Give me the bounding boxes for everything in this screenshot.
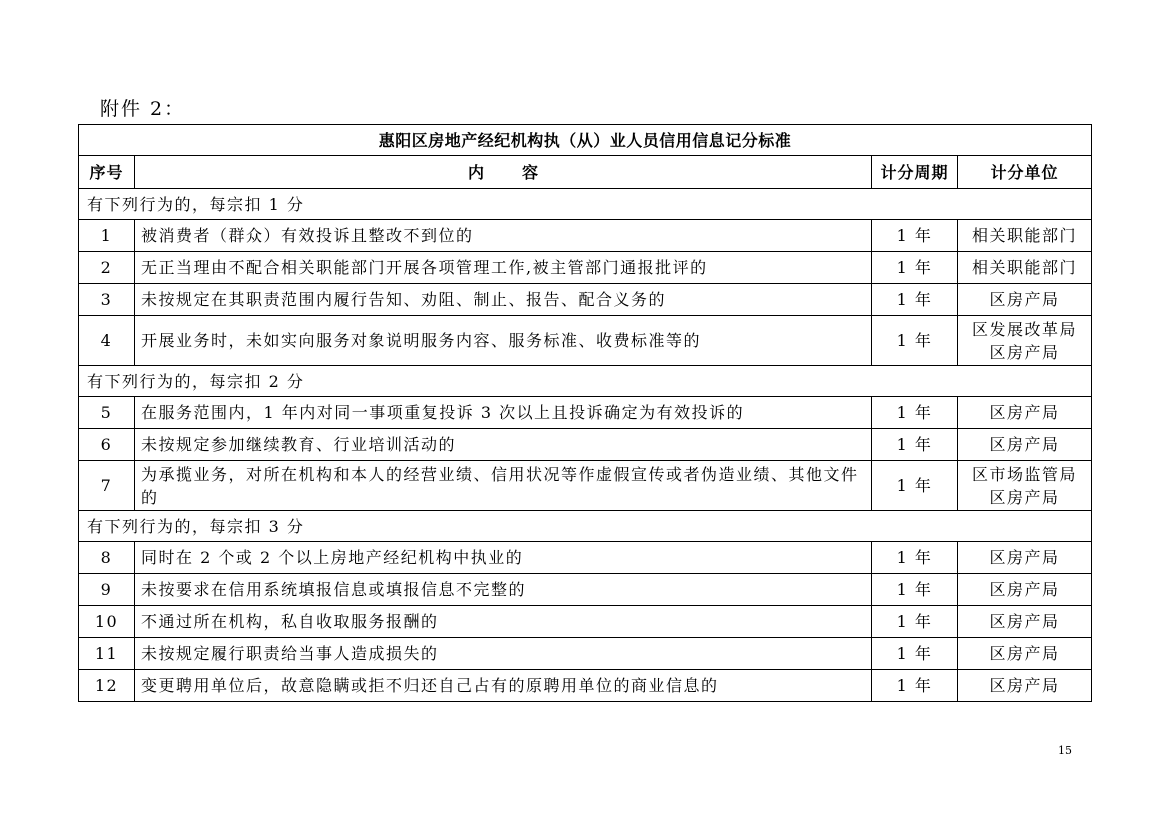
table-row	[79, 542, 1092, 574]
row-content: 未按规定参加继续教育、行业培训活动的	[135, 429, 872, 461]
row-period: 1 年	[872, 252, 958, 284]
row-unit	[958, 397, 1092, 429]
row-content: 未按规定履行职责给当事人造成损失的	[135, 638, 872, 670]
row-number: 6	[79, 429, 135, 461]
row-unit	[958, 542, 1092, 574]
table-row	[79, 670, 1092, 702]
table-row	[79, 429, 1092, 461]
row-unit-line: 相关职能部门	[972, 258, 1078, 277]
row-unit-line: 区房产局	[989, 548, 1060, 567]
row-unit	[958, 252, 1092, 284]
row-number: 1	[79, 220, 135, 252]
row-content: 开展业务时，未如实向服务对象说明服务内容、服务标准、收费标准等的	[135, 316, 872, 366]
header-unit: 计分单位	[958, 156, 1092, 189]
row-unit-line: 区房产局	[989, 435, 1060, 454]
row-period: 1 年	[872, 670, 958, 702]
row-period: 1 年	[872, 284, 958, 316]
row-number: 7	[79, 461, 135, 511]
row-period: 1 年	[872, 461, 958, 511]
group-label: 有下列行为的，每宗扣 3 分	[79, 511, 1092, 542]
row-period: 1 年	[872, 606, 958, 638]
row-unit	[958, 316, 1092, 366]
row-content: 不通过所在机构，私自收取服务报酬的	[135, 606, 872, 638]
row-number: 12	[79, 670, 135, 702]
row-unit-line: 区房产局	[989, 290, 1060, 309]
row-unit-line: 区房产局	[989, 342, 1060, 362]
credit-score-table	[78, 124, 1092, 702]
row-unit-line: 区房产局	[989, 487, 1060, 507]
row-unit	[958, 461, 1092, 511]
table-header-row	[79, 156, 1092, 189]
table-row	[79, 606, 1092, 638]
table-row	[79, 397, 1092, 429]
table-row	[79, 461, 1092, 511]
row-number: 2	[79, 252, 135, 284]
row-period: 1 年	[872, 429, 958, 461]
header-period: 计分周期	[872, 156, 958, 189]
row-number: 8	[79, 542, 135, 574]
row-period: 1 年	[872, 574, 958, 606]
row-unit-line: 区市场监管局	[972, 464, 1078, 484]
row-content: 未按规定在其职责范围内履行告知、劝阻、制止、报告、配合义务的	[135, 284, 872, 316]
group-row	[79, 511, 1092, 542]
row-period: 1 年	[872, 638, 958, 670]
page-number: 15	[1058, 744, 1072, 757]
table-row	[79, 316, 1092, 366]
row-content: 被消费者（群众）有效投诉且整改不到位的	[135, 220, 872, 252]
row-content: 变更聘用单位后，故意隐瞒或拒不归还自己占有的原聘用单位的商业信息的	[135, 670, 872, 702]
header-no: 序号	[79, 156, 135, 189]
table-title-row	[79, 125, 1092, 156]
table-row	[79, 638, 1092, 670]
attachment-label: 附件 2：	[100, 98, 186, 120]
table-body	[79, 125, 1092, 702]
row-period: 1 年	[872, 397, 958, 429]
row-number: 9	[79, 574, 135, 606]
table-title: 惠阳区房地产经纪机构执（从）业人员信用信息记分标准	[79, 125, 1092, 156]
row-content: 同时在 2 个或 2 个以上房地产经纪机构中执业的	[135, 542, 872, 574]
row-number: 3	[79, 284, 135, 316]
row-unit	[958, 606, 1092, 638]
group-label: 有下列行为的，每宗扣 1 分	[79, 189, 1092, 220]
row-period: 1 年	[872, 542, 958, 574]
header-content: 内容	[135, 156, 872, 189]
row-content: 为承揽业务，对所在机构和本人的经营业绩、信用状况等作虚假宣传或者伪造业绩、其他文件的	[135, 461, 872, 511]
table-row	[79, 574, 1092, 606]
row-unit-line: 区房产局	[989, 580, 1060, 599]
row-unit	[958, 638, 1092, 670]
row-number: 10	[79, 606, 135, 638]
group-row	[79, 366, 1092, 397]
row-period: 1 年	[872, 316, 958, 366]
table-row	[79, 220, 1092, 252]
row-content: 无正当理由不配合相关职能部门开展各项管理工作,被主管部门通报批评的	[135, 252, 872, 284]
row-content: 未按要求在信用系统填报信息或填报信息不完整的	[135, 574, 872, 606]
row-unit	[958, 429, 1092, 461]
row-unit	[958, 220, 1092, 252]
row-unit	[958, 574, 1092, 606]
row-unit-line: 区房产局	[989, 403, 1060, 422]
row-unit	[958, 284, 1092, 316]
row-unit-line: 区房产局	[989, 612, 1060, 631]
row-number: 5	[79, 397, 135, 429]
row-number: 11	[79, 638, 135, 670]
row-period: 1 年	[872, 220, 958, 252]
row-unit-line: 区房产局	[989, 676, 1060, 695]
table-row	[79, 284, 1092, 316]
row-unit-line: 相关职能部门	[972, 226, 1078, 245]
row-number: 4	[79, 316, 135, 366]
row-content: 在服务范围内，1 年内对同一事项重复投诉 3 次以上且投诉确定为有效投诉的	[135, 397, 872, 429]
group-row	[79, 189, 1092, 220]
row-unit	[958, 670, 1092, 702]
table-row	[79, 252, 1092, 284]
row-unit-line: 区发展改革局	[972, 319, 1078, 339]
row-unit-line: 区房产局	[989, 644, 1060, 663]
group-label: 有下列行为的，每宗扣 2 分	[79, 366, 1092, 397]
